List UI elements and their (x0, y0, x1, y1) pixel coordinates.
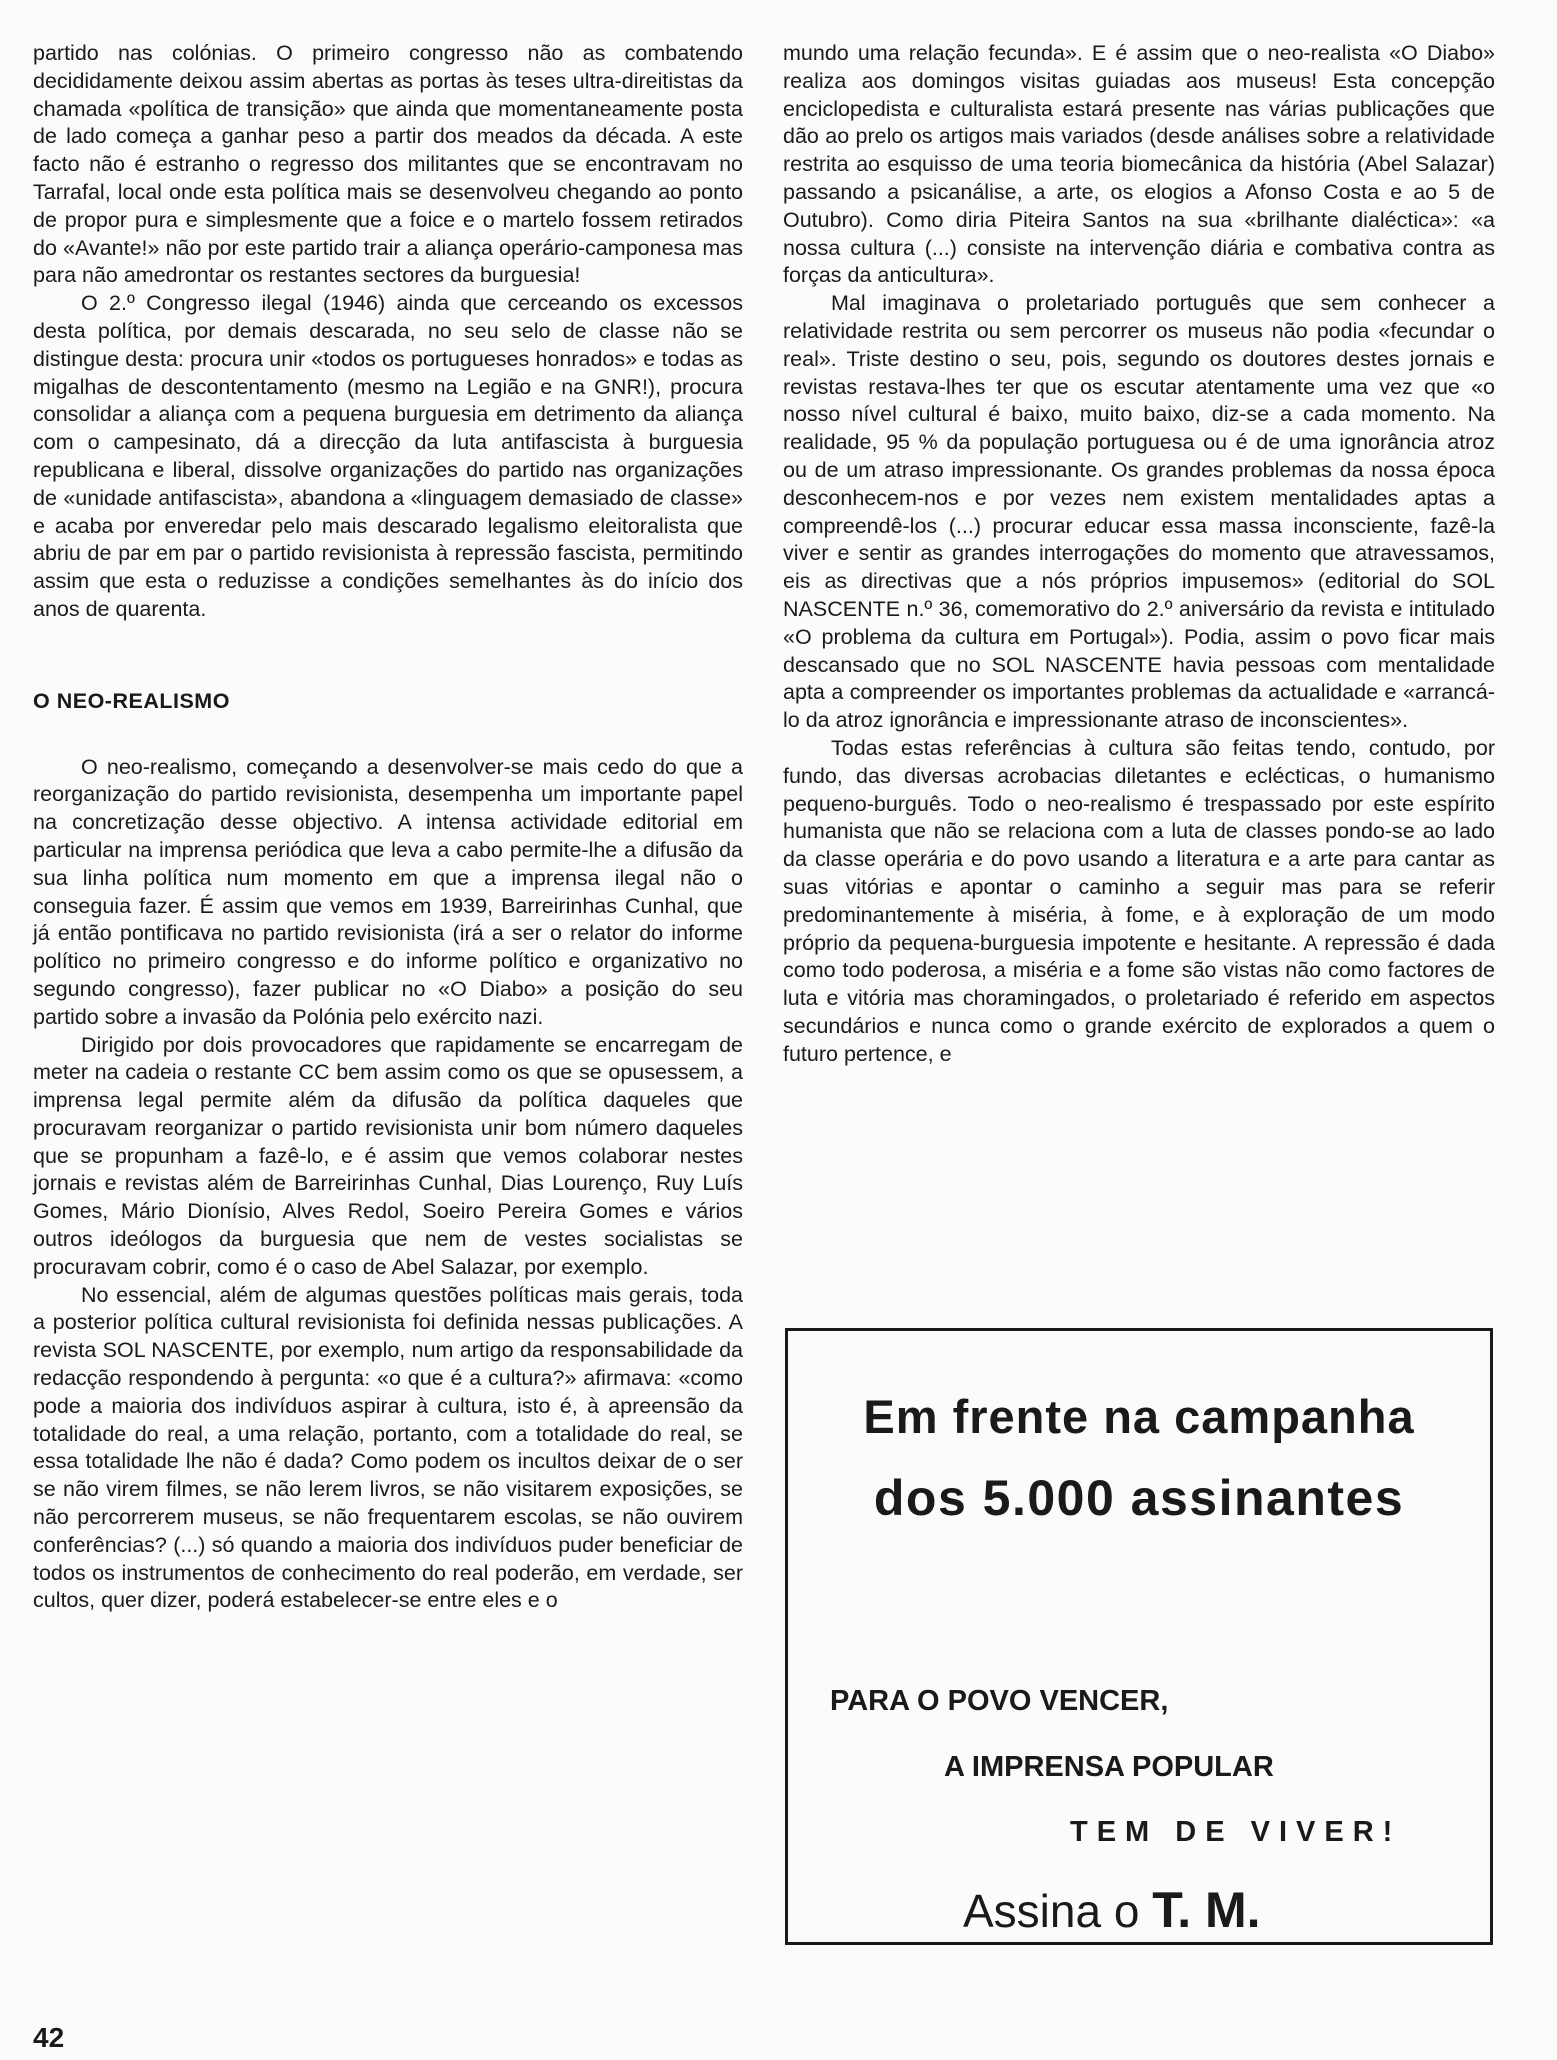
ad-headline-line2: dos 5.000 assinantes (873, 1470, 1405, 1526)
ad-slogan-line3: TEM DE VIVER! (1070, 1816, 1402, 1848)
ad-cta-prefix: Assina o (963, 1885, 1153, 1937)
paragraph: O 2.º Congresso ilegal (1946) ainda que cerceando os excessos desta política, por demais descarada, no seu selo de classe não se distingue desta: procura unir «todos os portugueses honrados» e todas as migalhas de descontentamento (mesmo na Legião e na GNR!), procura consolidar a aliança com a pequena burguesia em detrimento da aliança com o campesinato, dá a direcção da luta antifascista à burguesia republicana e liberal, dissolve organizações do partido nas organizações de «unidade antifascista», abandona a «linguagem demasiado de classe» e acaba por enveredar pelo mais descarado legalismo eleitoralista que abriu de par em par o partido revisionista à repressão fascista, permitindo assim que esta o reduzisse a condições semelhantes às do início dos anos de quarenta. (33, 291, 743, 621)
ad-cta-publication: T. M. (1152, 1882, 1261, 1938)
paragraph: Mal imaginava o proletariado português que sem conhecer a relatividade restrita ou sem percorrer os museus não podia «fecundar o real». Triste destino o seu, pois, segundo os doutores destes jornais e revistas restava-lhes ter que os escutar atentamente uma vez que «o nosso nível cultural é baixo, muito baixo, diz-se a cada momento. Na realidade, 95 % da população portuguesa ou é de uma ignorância atroz ou de um atraso impressionante. Os grandes problemas da nossa época desconhecem-nos e por vezes nem existem mentalidades aptas a compreendê-los (...) procurar educar essa massa inconsciente, fazê-la viver e sentir as grandes interrogações do momento que atravessamos, eis as directivas que a nós próprios impusemos» (editorial do SOL NASCENTE n.º 36, comemorativo do 2.º aniversário da revista e intitulado «O problema da cultura em Portugal»). Podia, assim o povo ficar mais descansado que no SOL NASCENTE havia pessoas com mentalidade apta a compreender os importantes problemas da actualidade e «arrancá-lo da atroz ignorância e impressionante atraso de inconscientes». (783, 291, 1495, 733)
ad-slogan-line2: A IMPRENSA POPULAR (944, 1751, 1274, 1783)
ad-call-to-action (963, 1881, 1261, 1939)
paragraph: Dirigido por dois provocadores que rapidamente se encarregam de meter na cadeia o restante CC bem assim como os que se opusessem, a imprensa legal permite além da difusão da política daqueles que procuravam reorganizar o partido revisionista unir bom número daqueles que se propunham a fazê-lo, e é assim que vemos colaborar nestes jornais e revistas além de Barreirinhas Cunhal, Dias Lourenço, Ruy Luís Gomes, Mário Dionísio, Alves Redol, Soeiro Pereira Gomes e vários outros ideólogos da burguesia que nem de vestes socialistas se procuravam cobrir, como é o caso de Abel Salazar, por exemplo. (33, 1032, 743, 1279)
paragraph: Todas estas referências à cultura são feitas tendo, contudo, por fundo, das diversas acrobacias diletantes e eclécticas, o humanismo pequeno-burguês. Todo o neo-realismo é trespassado por este espírito humanista que não se relaciona com a luta de classes pondo-se ao lado da classe operária e do povo usando a literatura e a arte para cantar as suas vitórias e apontar o caminho a seguir mas para se referir predominantemente à miséria, à fome, e à exploração de um modo próprio da pequena-burguesia impotente e hesitante. A repressão é dada como todo poderosa, a miséria e a fome são vistas não como factores de luta e vitória mas choramingados, o proletariado é referido em aspectos secundários e nunca como o grande exército de explorados a quem o futuro pertence, e (783, 735, 1495, 1066)
right-text-column (783, 40, 1495, 1068)
ad-headline-line1: Em frente na campanha (863, 1390, 1415, 1443)
page-number: 42 (33, 2022, 65, 2053)
paragraph: mundo uma relação fecunda». E é assim que o neo-realista «O Diabo» realiza aos domingos visitas guiadas aos museus! Esta concepção enciclopedista e culturalista estará presente nas várias publicações que dão ao prelo os artigos mais variados (desde análises sobre a relatividade restrita ao esquisso de uma teoria biomecânica da história (Abel Salazar) passando a psicanálise, a arte, os elogios a Afonso Costa e ao 5 de Outubro). Como diria Piteira Santos na sua «brilhante dialéctica»: «a nossa cultura (...) consiste na intervenção diária e combativa contra as forças da anticultura». (783, 41, 1495, 288)
left-text-column (33, 40, 743, 1615)
paragraph: O neo-realismo, começando a desenvolver-se mais cedo do que a reorganização do partido revisionista, desempenha um importante papel na concretização desse objectivo. A intensa actividade editorial em particular na imprensa periódica que leva a cabo permite-lhe a difusão da sua linha política num momento em que a imprensa ilegal não o conseguia fazer. É assim que vemos em 1939, Barreirinhas Cunhal, que já então pontificava no partido revisionista (irá a ser o relator do informe político no primeiro congresso e do informe político e organizativo no segundo congresso), fazer publicar no «O Diabo» a posição do seu partido sobre a invasão da Polónia pelo exército nazi. (33, 754, 743, 1029)
paragraph: partido nas colónias. O primeiro congresso não as combatendo decididamente deixou assim abertas as portas às teses ultra-direitistas da chamada «política de transição» que ainda que momentaneamente posta de lado começa a ganhar peso a partir dos meados da década. A este facto não é estranho o regresso dos militantes que se encontravam no Tarrafal, local onde esta política mais se desenvolveu chegando ao ponto de propor pura e simplesmente que a foice e o martelo fossem retirados do «Avante!» não por este partido trair a aliança operário-camponesa mas para não amedrontar os restantes sectores da burguesia! (33, 41, 743, 288)
paragraph: No essencial, além de algumas questões políticas mais gerais, toda a posterior política cultural revisionista foi definida nessas publicações. A revista SOL NASCENTE, por exemplo, num artigo da responsabilidade da redacção respondendo à pergunta: «o que é a cultura?» afirmava: «como pode a maioria dos indivíduos aspirar à cultura, isto é, à apreensão da totalidade do real, a uma relação, portanto, com a totalidade do real, se essa totalidade lhe não é dada? Como podem os incultos deixar de o ser se não virem filmes, se não lerem livros, se não visitarem exposições, se não percorrerem museus, se não frequentarem escolas, se não ouvirem conferências? (...) só quando a maioria dos indivíduos puder beneficiar de todos os instrumentos de conhecimento do real poderão, em verdade, ser cultos, quer dizer, poderá estabelecer-se entre eles e o (33, 1282, 743, 1613)
ad-slogan-line1: PARA O POVO VENCER, (830, 1685, 1169, 1717)
subscription-advertisement (785, 1328, 1493, 1945)
section-heading: O NEO-REALISMO (33, 688, 230, 713)
